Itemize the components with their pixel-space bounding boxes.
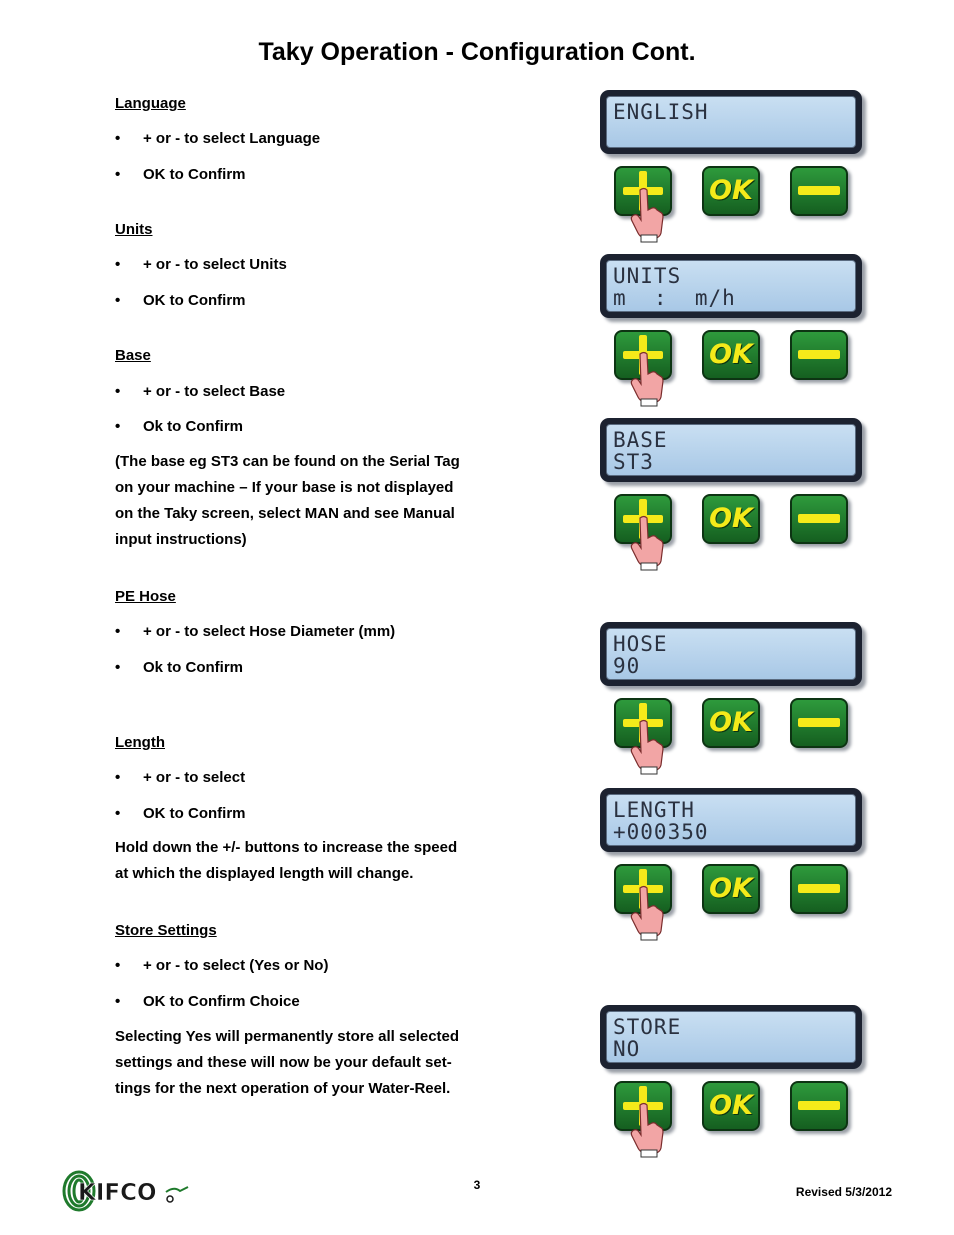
store-settings-heading: Store Settings (115, 922, 217, 939)
lcd-line-1: BASE (613, 428, 668, 452)
taky-panel-store (598, 1005, 870, 1155)
ok-button[interactable]: OK (702, 698, 760, 748)
minus-button[interactable] (790, 494, 848, 544)
minus-button[interactable] (790, 166, 848, 216)
lcd-screen (600, 1005, 862, 1069)
lcd-line-2: 90 (613, 654, 641, 678)
minus-icon (792, 700, 846, 746)
language-heading: Language (115, 95, 186, 112)
taky-panel-length (598, 788, 870, 938)
taky-panel-base (598, 418, 870, 568)
ok-button[interactable]: OK (702, 864, 760, 914)
lcd-line-1: LENGTH (613, 798, 695, 822)
ok-button[interactable]: OK (702, 1081, 760, 1131)
length-note: Hold down the +/- buttons to increase the speed at which the displayed length will change. (115, 839, 458, 882)
lcd-line-1: STORE (613, 1015, 682, 1039)
minus-icon (792, 1083, 846, 1129)
pointing-hand-icon (626, 350, 666, 408)
store-note: Selecting Yes will permanently store all selected settings and these will now be your default set- tings for the next operation of your Water-Reel. (115, 1028, 460, 1097)
lcd-line-2: m : m/h (613, 286, 736, 310)
page-title: Taky Operation - Configuration Cont. (258, 38, 696, 66)
taky-panel-language (598, 90, 870, 240)
lcd-line-1: ENGLISH (613, 100, 709, 124)
minus-button[interactable] (790, 864, 848, 914)
lcd-line-2: NO (613, 1037, 641, 1061)
minus-icon (792, 496, 846, 542)
lcd-screen (600, 622, 862, 686)
minus-icon (792, 332, 846, 378)
lcd-line-1: UNITS (613, 264, 682, 288)
length-heading: Length (115, 734, 165, 751)
lcd-line-1: HOSE (613, 632, 668, 656)
ok-button[interactable]: OK (702, 494, 760, 544)
ok-button[interactable]: OK (702, 330, 760, 380)
pe-hose-heading: PE Hose (115, 588, 176, 605)
lcd-screen (600, 788, 862, 852)
lcd-line-2 (613, 123, 855, 145)
page-number: 3 (473, 1178, 481, 1192)
lcd-line-2: +000350 (613, 820, 709, 844)
units-heading: Units (115, 221, 153, 238)
lcd-screen (600, 90, 862, 154)
pointing-hand-icon (626, 514, 666, 572)
minus-button[interactable] (790, 698, 848, 748)
svg-text:KIFCO: KIFCO (78, 1180, 157, 1206)
pointing-hand-icon (626, 186, 666, 244)
minus-icon (792, 168, 846, 214)
lcd-line-2: ST3 (613, 450, 654, 474)
minus-button[interactable] (790, 330, 848, 380)
pointing-hand-icon (626, 1101, 666, 1159)
ok-button[interactable]: OK (702, 166, 760, 216)
minus-button[interactable] (790, 1081, 848, 1131)
revision-date: Revised 5/3/2012 (795, 1185, 892, 1199)
base-heading: Base (115, 347, 151, 364)
lcd-screen (600, 254, 862, 318)
lcd-screen (600, 418, 862, 482)
pointing-hand-icon (626, 718, 666, 776)
base-note: (The base eg ST3 can be found on the Serial Tag on your machine – If your base is not displayed on the Taky screen, select MAN and see Manual input instructions) (115, 453, 460, 548)
taky-panel-hose (598, 622, 870, 772)
taky-panel-units (598, 254, 870, 404)
pointing-hand-icon (626, 884, 666, 942)
minus-icon (792, 866, 846, 912)
